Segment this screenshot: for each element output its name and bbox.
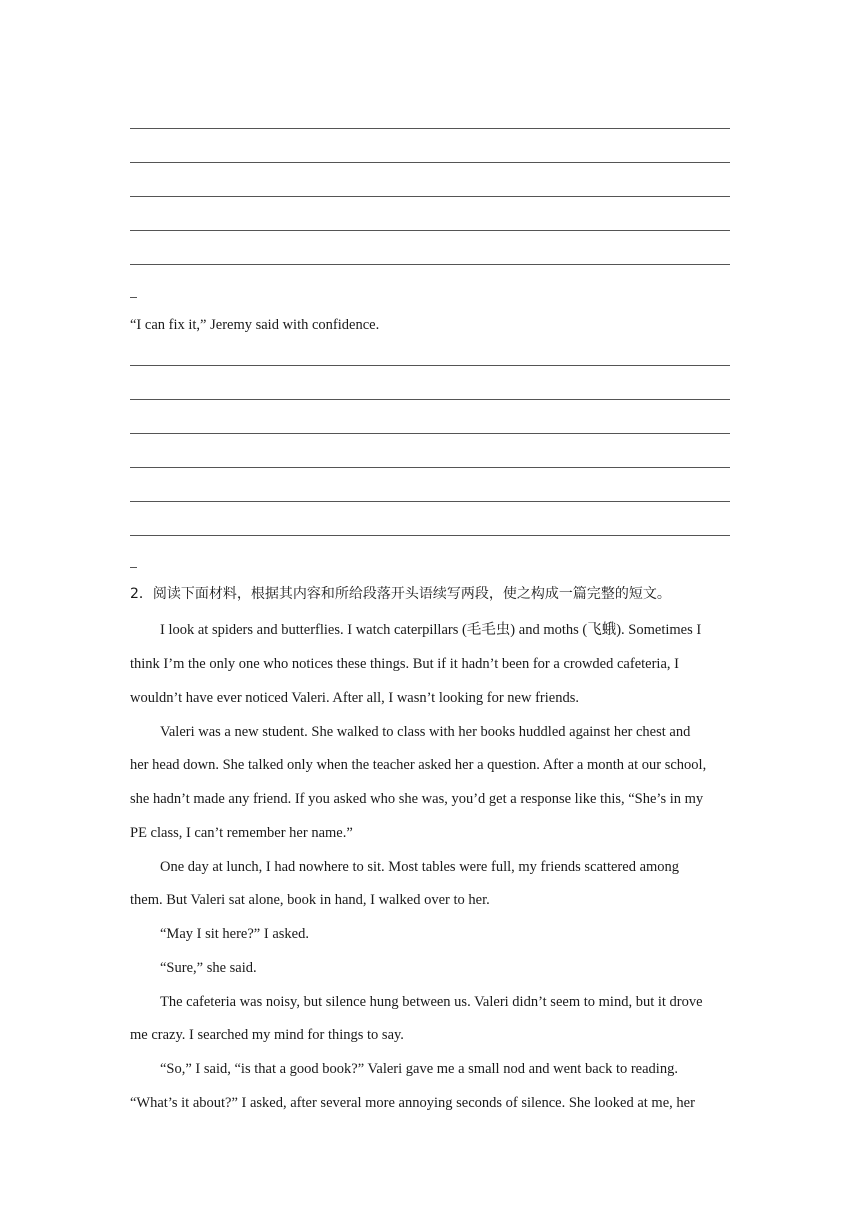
writing-line[interactable] <box>130 162 730 163</box>
passage-line: “May I sit here?” I asked. <box>160 926 309 942</box>
writing-line[interactable] <box>130 230 730 231</box>
passage-line: Valeri was a new student. She walked to class with her books huddled against her chest and <box>160 724 691 740</box>
line-end-dash <box>130 567 137 568</box>
writing-line[interactable] <box>130 535 730 536</box>
prompt-sentence: “I can fix it,” Jeremy said with confidence. <box>130 317 380 333</box>
writing-line[interactable] <box>130 501 730 502</box>
writing-line[interactable] <box>130 399 730 400</box>
passage-line: she hadn’t made any friend. If you asked who she was, you’d get a response like this, “She’s in my <box>130 791 704 807</box>
passage-line: The cafeteria was noisy, but silence hung between us. Valeri didn’t seem to mind, but it drove <box>160 994 703 1010</box>
writing-line[interactable] <box>130 467 730 468</box>
passage-line: think I’m the only one who notices these things. But if it hadn’t been for a crowded cafeteria, I <box>130 656 679 672</box>
writing-line[interactable] <box>130 365 730 366</box>
passage-line: PE class, I can’t remember her name.” <box>130 825 353 841</box>
passage-line: her head down. She talked only when the teacher asked her a question. After a month at our school, <box>130 757 707 773</box>
writing-line[interactable] <box>130 128 730 129</box>
passage-line: I look at spiders and butterflies. I watch caterpillars (毛毛虫) and moths (飞蛾). Sometimes I <box>160 622 702 638</box>
passage-line: them. But Valeri sat alone, book in hand, I walked over to her. <box>130 892 490 908</box>
passage-line: “So,” I said, “is that a good book?” Valeri gave me a small nod and went back to reading. <box>160 1061 678 1077</box>
passage-line: wouldn’t have ever noticed Valeri. After all, I wasn’t looking for new friends. <box>130 690 579 706</box>
line-end-dash <box>130 297 137 298</box>
writing-line[interactable] <box>130 196 730 197</box>
passage-line: me crazy. I searched my mind for things to say. <box>130 1027 404 1043</box>
writing-line[interactable] <box>130 264 730 265</box>
passage-line: “Sure,” she said. <box>160 960 257 976</box>
passage-line: One day at lunch, I had nowhere to sit. Most tables were full, my friends scattered among <box>160 859 680 875</box>
question-instruction: 2．阅读下面材料，根据其内容和所给段落开头语续写两段，使之构成一篇完整的短文。 <box>130 586 671 602</box>
writing-line[interactable] <box>130 433 730 434</box>
passage-line: “What’s it about?” I asked, after several more annoying seconds of silence. She looked at me, her <box>130 1095 695 1111</box>
